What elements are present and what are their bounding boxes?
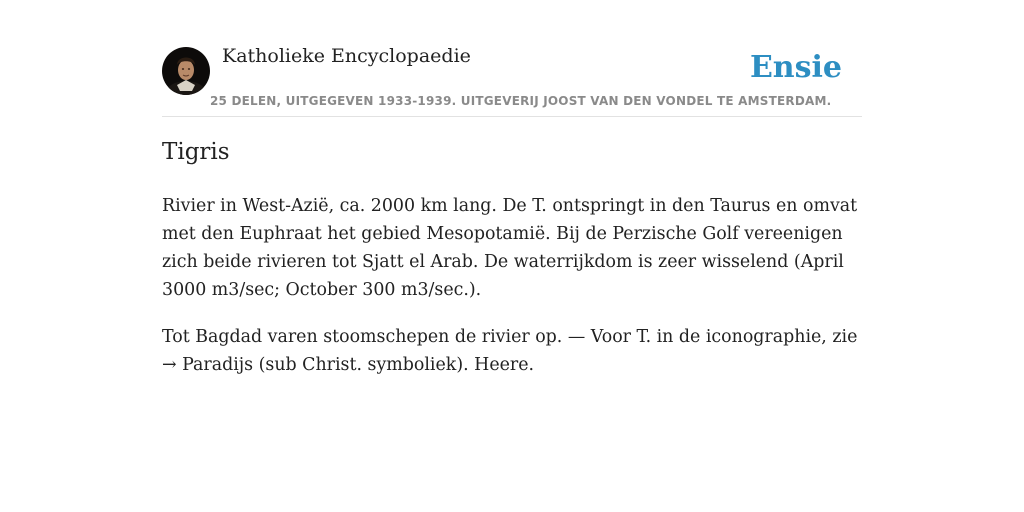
page	[162, 0, 862, 375]
article-paragraph: Tot Bagdad varen stoomschepen de rivier op. — Voor T. in de iconographie, zie → Paradijs (sub Christ. symboliek). Heere.	[162, 327, 858, 375]
avatar[interactable]	[162, 47, 210, 95]
article-paragraph: Rivier in West-Azië, ca. 2000 km lang. De T. ontspringt in den Taurus en omvat met den Euphraat het gebied Mesopotamië. Bij de Perzische Golf vereenigen zich beide rivieren tot Sjatt el Arab. De waterrijkdom is zeer wisselend (April 3000 m3/sec; October 300 m3/sec.).	[162, 196, 858, 300]
article-title: Tigris	[162, 139, 230, 165]
portrait-icon	[162, 47, 210, 95]
article-body	[162, 192, 862, 398]
site-subtitle: 25 DELEN, UITGEGEVEN 1933-1939. UITGEVERIJ JOOST VAN DEN VONDEL TE AMSTERDAM.	[210, 94, 832, 108]
site-title[interactable]: Katholieke Encyclopaedie	[222, 45, 471, 67]
header	[162, 0, 862, 117]
brand-logo[interactable]: Ensie	[749, 50, 842, 85]
